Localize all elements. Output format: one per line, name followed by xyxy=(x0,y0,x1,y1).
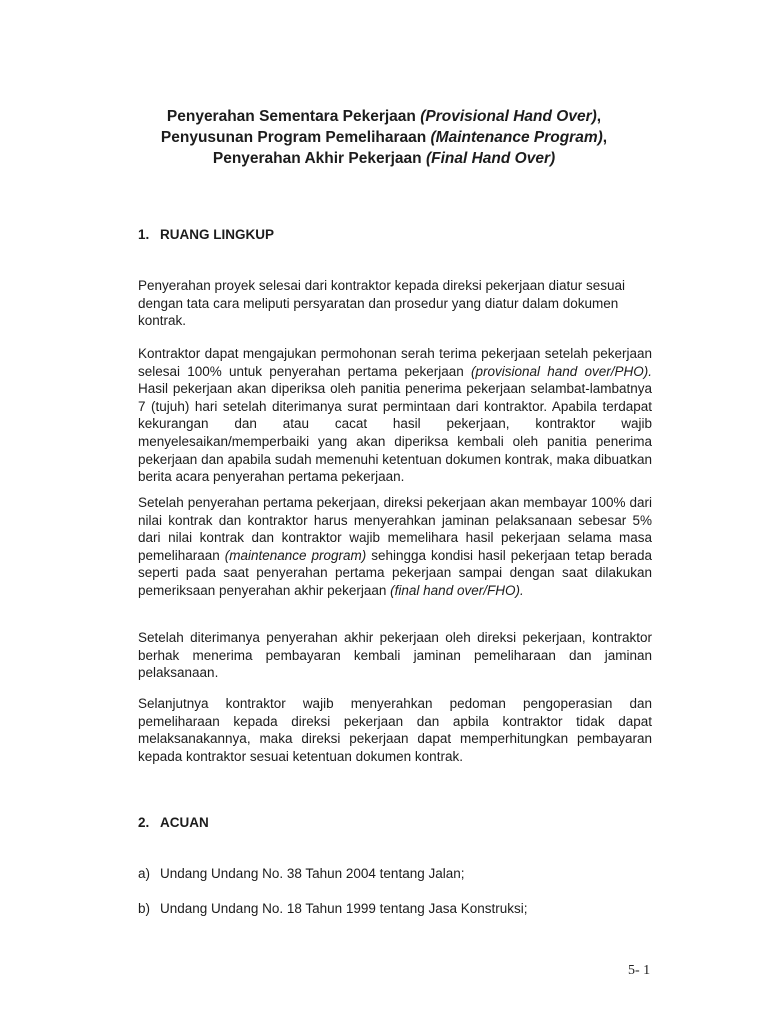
title-line-1: Penyerahan Sementara Pekerjaan (Provisional Hand Over), xyxy=(166,108,602,125)
title-line-3: Penyerahan Akhir Pekerjaan (Final Hand Over) xyxy=(212,150,556,167)
section-1-heading: 1. RUANG LINGKUP xyxy=(138,227,274,242)
section-1-paragraph-3: Setelah penyerahan pertama pekerjaan, direksi pekerjaan akan membayar 100% dari nilai kontrak dan kontraktor harus menyerahkan jaminan pelaksanaan sebesar 5% dari nilai kontrak dan kontraktor wajib memelihara hasil pekerjaan selama masa pemeliharaan (maintenance program) sehingga kondisi hasil pekerjaan tetap berada seperti pada saat penyerahan pertama pekerjaan sampai dengan saat dilakukan pemeriksaan penyerahan akhir pekerjaan (final hand over/FHO). xyxy=(138,495,652,598)
section-1-paragraph-5: Selanjutnya kontraktor wajib menyerahkan pedoman pengoperasian dan pemeliharaan kepada direksi pekerjaan dan apbila kontraktor tidak dapat melaksanakannya, maka direksi pekerjaan dapat memperhitungkan pembayaran kepada kontraktor sesuai ketentuan dokumen kontrak. xyxy=(138,696,652,764)
section-1-paragraph-4: Setelah diterimanya penyerahan akhir pekerjaan oleh direksi pekerjaan, kontraktor berhak menerima pembayaran kembali jaminan pemeliharaan dan jaminan pelaksanaan. xyxy=(138,630,652,681)
section-1-paragraph-2: Kontraktor dapat mengajukan permohonan serah terima pekerjaan setelah pekerjaan selesai 100% untuk penyerahan pertama pekerjaan (provisional hand over/PHO). Hasil pekerjaan akan diperiksa oleh panitia penerima pekerjaan selambat-lambatnya 7 (tujuh) hari setelah diterimanya surat permintaan dari kontraktor. Apabila terdapat kekurangan dan atau cacat hasil pekerjaan, kontraktor wajib menyelesaikan/memperbaiki yang akan diperiksa kembali oleh panitia penerima pekerjaan dan apabila sudah memenuhi ketentuan dokumen kontrak, maka dibuatkan berita acara penyerahan pertama pekerjaan. xyxy=(138,346,653,485)
document-title xyxy=(100,106,668,169)
page-number: 5- 1 xyxy=(628,963,651,978)
section-1-paragraph-1: Penyerahan proyek selesai dari kontraktor kepada direksi pekerjaan diatur sesuai dengan tata cara meliputi persyaratan dan prosedur yang diatur dalam dokumen kontrak. xyxy=(138,278,626,329)
list-item: b) Undang Undang No. 18 Tahun 1999 tentang Jasa Konstruksi; xyxy=(138,901,528,916)
section-2-heading: 2. ACUAN xyxy=(138,815,209,830)
title-line-2: Penyusunan Program Pemeliharaan (Maintenance Program), xyxy=(160,129,608,146)
list-item: a) Undang Undang No. 38 Tahun 2004 tentang Jalan; xyxy=(138,866,465,881)
